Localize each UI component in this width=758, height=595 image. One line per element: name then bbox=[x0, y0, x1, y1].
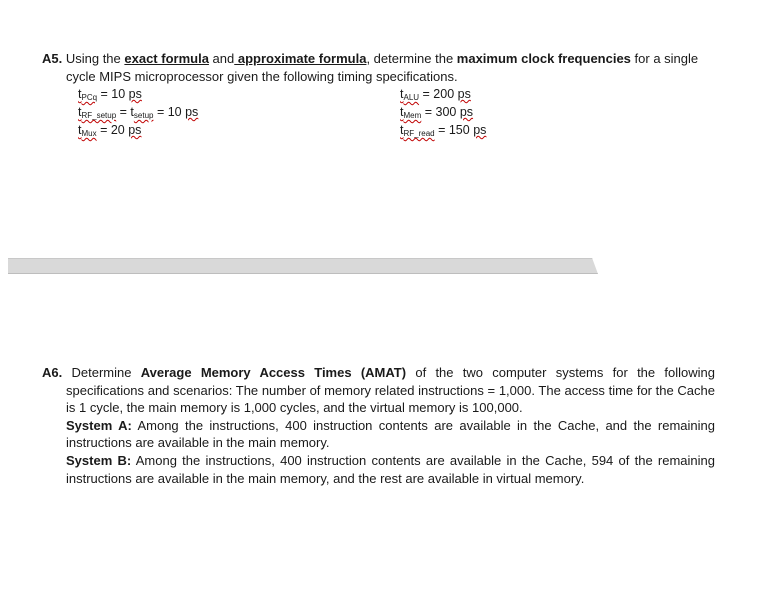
system-a-label: System A: bbox=[66, 417, 132, 433]
question-number: A6. bbox=[42, 365, 63, 380]
question-a6-text: A6. Determine Average Memory Access Times (AMAT) of the two computer systems for the following specifications and scenarios: The number of memory related instructions = 1,000. The access time for the Cache is 1 cycle, the main memory is 1,000 cycles, and the virtual memory is 100,000. bbox=[42, 365, 715, 416]
question-a6 bbox=[42, 364, 715, 487]
separator-bar bbox=[8, 258, 598, 274]
max-clock-term: maximum clock frequencies bbox=[456, 51, 631, 66]
question-a5-text: A5. Using the exact formula and approximate formula, determine the maximum clock frequencies for a single cycle MIPS microprocessor given the following timing specifications. bbox=[42, 51, 699, 84]
amat-term: Average Memory Access Times (AMAT) bbox=[140, 365, 407, 380]
system-b-label: System B: bbox=[66, 452, 132, 468]
question-a5 bbox=[42, 50, 715, 85]
approximate-formula-term: approximate formula bbox=[234, 51, 367, 66]
question-number: A5. bbox=[42, 51, 63, 66]
spec-tmem: $t_{Mem} = 300$ ps bbox=[400, 105, 474, 120]
spec-trf-setup: $t_{RF\_setup} = t_{setup} = 10$ ps bbox=[78, 105, 199, 120]
exact-formula-term: exact formula bbox=[124, 51, 209, 66]
spec-tmux: $t_{Mux} = 20$ ps bbox=[78, 123, 142, 138]
system-b-paragraph: System B: Among the instructions, 400 instruction contents are available in the Cache, 594 of the remaining instructions are available in the main memory, and the rest are available in virtual memory. bbox=[66, 452, 716, 486]
spec-tpcq: $t_{PCq} = 10$ ps bbox=[78, 87, 142, 102]
system-a-paragraph: System A: Among the instructions, 400 instruction contents are available in the Cache, and the remaining instructions are available in the main memory. bbox=[66, 417, 715, 451]
spec-trf-read: $t_{RF\_read} = 150$ ps bbox=[400, 123, 487, 138]
spec-talu: $t_{ALU} = 200$ ps bbox=[400, 87, 471, 102]
